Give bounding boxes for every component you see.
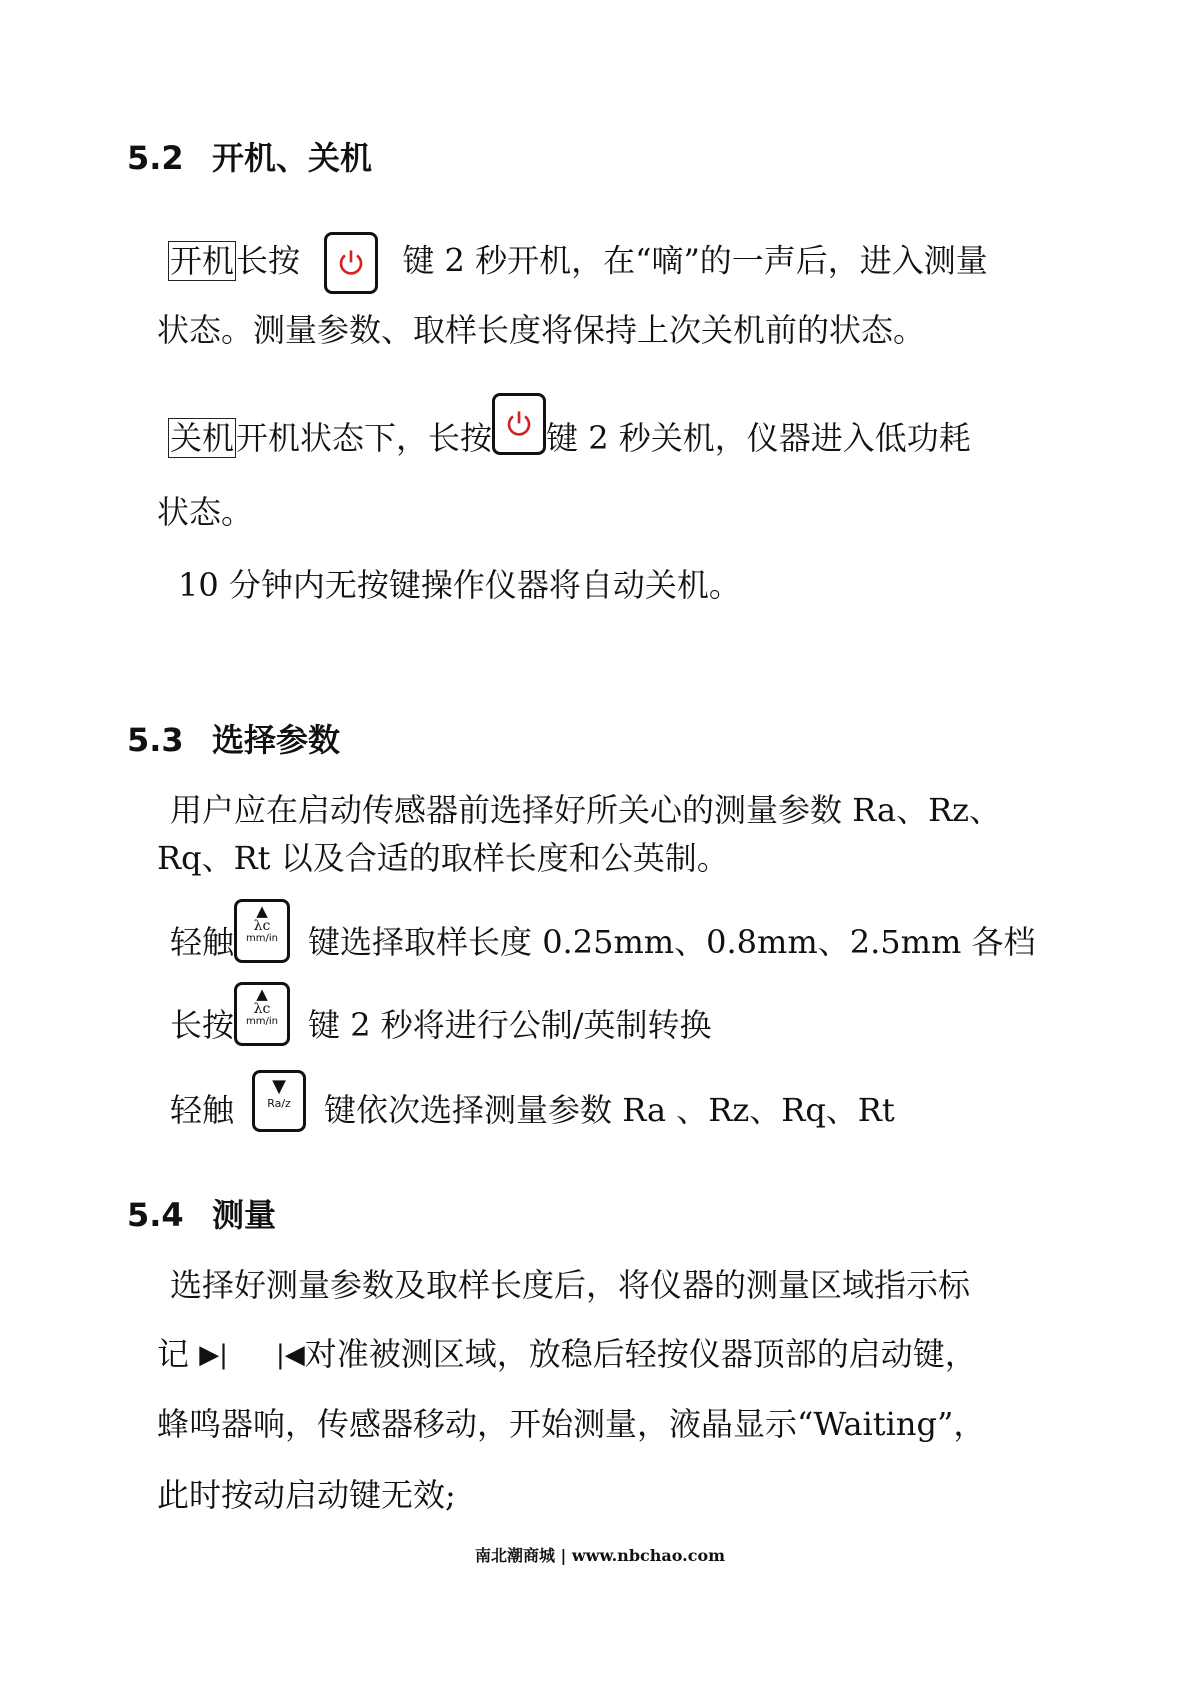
section-title: 选择参数 [212,721,341,759]
lambda-c-key-icon: λc [253,917,271,934]
section-heading-5-2 [127,133,372,179]
para-text: 对准被测区域，放稳后轻按仪器顶部的启动键， [304,1335,977,1373]
power-key [324,232,378,294]
power-on-cont: 状态。测量参数、取样长度将保持上次关机前的状态。 [157,311,926,349]
key-line-prefix: 长按 [170,1006,235,1044]
power-off-cont: 状态。 [157,493,254,531]
key-line-text: 键依次选择测量参数 Ra 、Rz、Rq、Rt [324,1091,895,1129]
marker-right-icon: ▶| [199,1340,228,1370]
power-icon [505,408,533,438]
up-arrow-icon: ▲ [256,901,268,920]
para-5-4-line-2 [157,1334,977,1375]
section-number: 5.2 [127,139,184,177]
section-heading-5-4 [127,1190,276,1236]
para-text: 记 [157,1335,190,1373]
auto-off-text: 10 分钟内无按键操作仪器将自动关机。 [178,566,741,604]
section-title: 开机、关机 [212,139,373,177]
ra-z-key [252,1070,306,1132]
section-heading-5-3 [127,715,340,761]
page-footer: 南北潮商城 | www.nbchao.com [474,1546,726,1565]
key-sub-label: mm/in [246,932,278,944]
key-lambda-long-line [170,984,712,1046]
power-on-text-2: 键 2 秒开机，在“嘀”的一声后，进入测量 [402,241,988,280]
power-off-text-2: 键 2 秒关机，仪器进入低功耗 [546,419,971,457]
up-arrow-icon: ▲ [256,984,268,1003]
para-5-3-line-1: 用户应在启动传感器前选择好所关心的测量参数 Ra、Rz、 [170,791,1002,829]
power-on-line [168,232,988,294]
lambda-c-key-icon: λc [253,1000,271,1017]
key-sub-label: Ra/z [267,1096,291,1110]
key-sub-label: mm/in [246,1015,278,1027]
key-lambda-short-line [170,901,1036,963]
section-number: 5.3 [127,721,184,759]
key-line-prefix: 轻触 [170,923,235,961]
key-line-text: 键选择取样长度 0.25mm、0.8mm、2.5mm 各档 [308,923,1036,961]
power-icon [337,247,365,277]
power-key [492,393,546,455]
para-5-4-line-3: 蜂鸣器响，传感器移动，开始测量，液晶显示“Waiting”， [157,1405,986,1443]
marker-left-icon: |◀ [275,1340,305,1370]
para-5-4-line-4: 此时按动启动键无效; [157,1476,456,1514]
key-line-prefix: 轻触 [170,1091,235,1129]
key-raz-line [170,1075,895,1132]
power-off-label: 关机 [170,419,235,457]
section-title: 测量 [212,1196,277,1234]
power-off-line [168,418,971,458]
para-5-3-line-2: Rq、Rt 以及合适的取样长度和公英制。 [157,839,729,877]
lambda-c-key [234,982,290,1046]
power-on-text-1: 长按 [236,241,301,280]
key-line-text: 键 2 秒将进行公制/英制转换 [308,1006,712,1044]
power-on-label: 开机 [170,241,235,280]
para-5-4-line-1: 选择好测量参数及取样长度后，将仪器的测量区域指示标 [170,1266,971,1304]
section-number: 5.4 [127,1196,184,1234]
power-off-text-1: 开机状态下，长按 [236,419,493,457]
ra-z-key-icon: ▼ [272,1075,286,1097]
lambda-c-key [234,899,290,963]
